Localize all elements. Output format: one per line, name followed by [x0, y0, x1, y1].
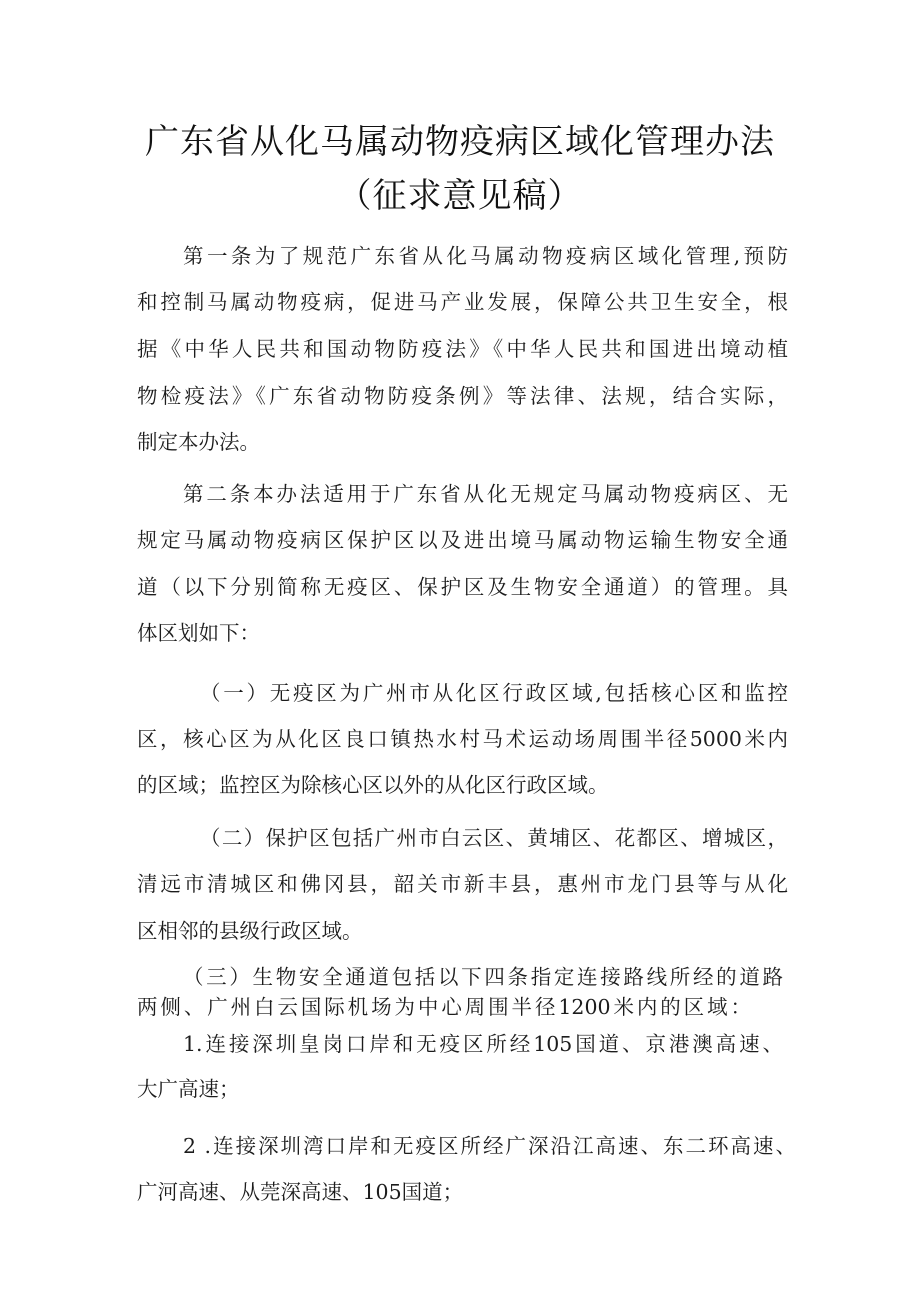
- item1-line: （一）无疫区为广州市从化区行政区域,包括核心区和监控: [200, 681, 788, 705]
- document-subtitle: （征求意见稿）: [337, 176, 583, 216]
- article1-line: 第一条为了规范广东省从化马属动物疫病区域化管理,预防: [183, 244, 788, 268]
- item1-line: 的区域；监控区为除核心区以外的从化区行政区域。: [137, 773, 609, 797]
- item2-line: 清远市清城区和佛冈县，韶关市新丰县，惠州市龙门县等与从化: [137, 872, 788, 896]
- route1-line: 1.连接深圳皇岗口岸和无疫区所经105国道、京港澳高速、: [183, 1032, 783, 1056]
- item1-line: 区，核心区为从化区良口镇热水村马术运动场周围半径5000米内: [137, 727, 788, 751]
- article1-line: 据《中华人民共和国动物防疫法》《中华人民共和国进出境动植: [137, 337, 788, 361]
- route1-line: 大广高速；: [137, 1077, 240, 1101]
- document-title: 广东省从化马属动物疫病区域化管理办法: [145, 122, 775, 162]
- article2-line: 规定马属动物疫病区保护区以及进出境马属动物运输生物安全通: [137, 528, 788, 552]
- item2-line: （二）保护区包括广州市白云区、黄埔区、花都区、增城区，: [200, 826, 788, 850]
- article2-line: 第二条本办法适用于广东省从化无规定马属动物疫病区、无: [183, 482, 788, 506]
- route2-line: 广河高速、从莞深高速、105国道；: [137, 1180, 464, 1204]
- article1-line: 物检疫法》《广东省动物防疫条例》等法律、法规，结合实际，: [137, 384, 788, 408]
- article1-line: 和控制马属动物疫病，促进马产业发展，保障公共卫生安全，根: [137, 290, 788, 314]
- article1-line: 制定本办法。: [137, 430, 260, 454]
- route2-line: 2 .连接深圳湾口岸和无疫区所经广深沿江高速、东二环高速、: [183, 1134, 796, 1158]
- article2-line: 道（以下分别简称无疫区、保护区及生物安全通道）的管理。具: [137, 575, 788, 599]
- article2-line: 体区划如下：: [137, 621, 260, 645]
- item2-line: 区相邻的县级行政区域。: [137, 919, 363, 943]
- item3-line: 两侧、广州白云国际机场为中心周围半径1200米内的区域：: [137, 995, 751, 1019]
- item3-line: （三）生物安全通道包括以下四条指定连接路线所经的道路: [183, 965, 783, 989]
